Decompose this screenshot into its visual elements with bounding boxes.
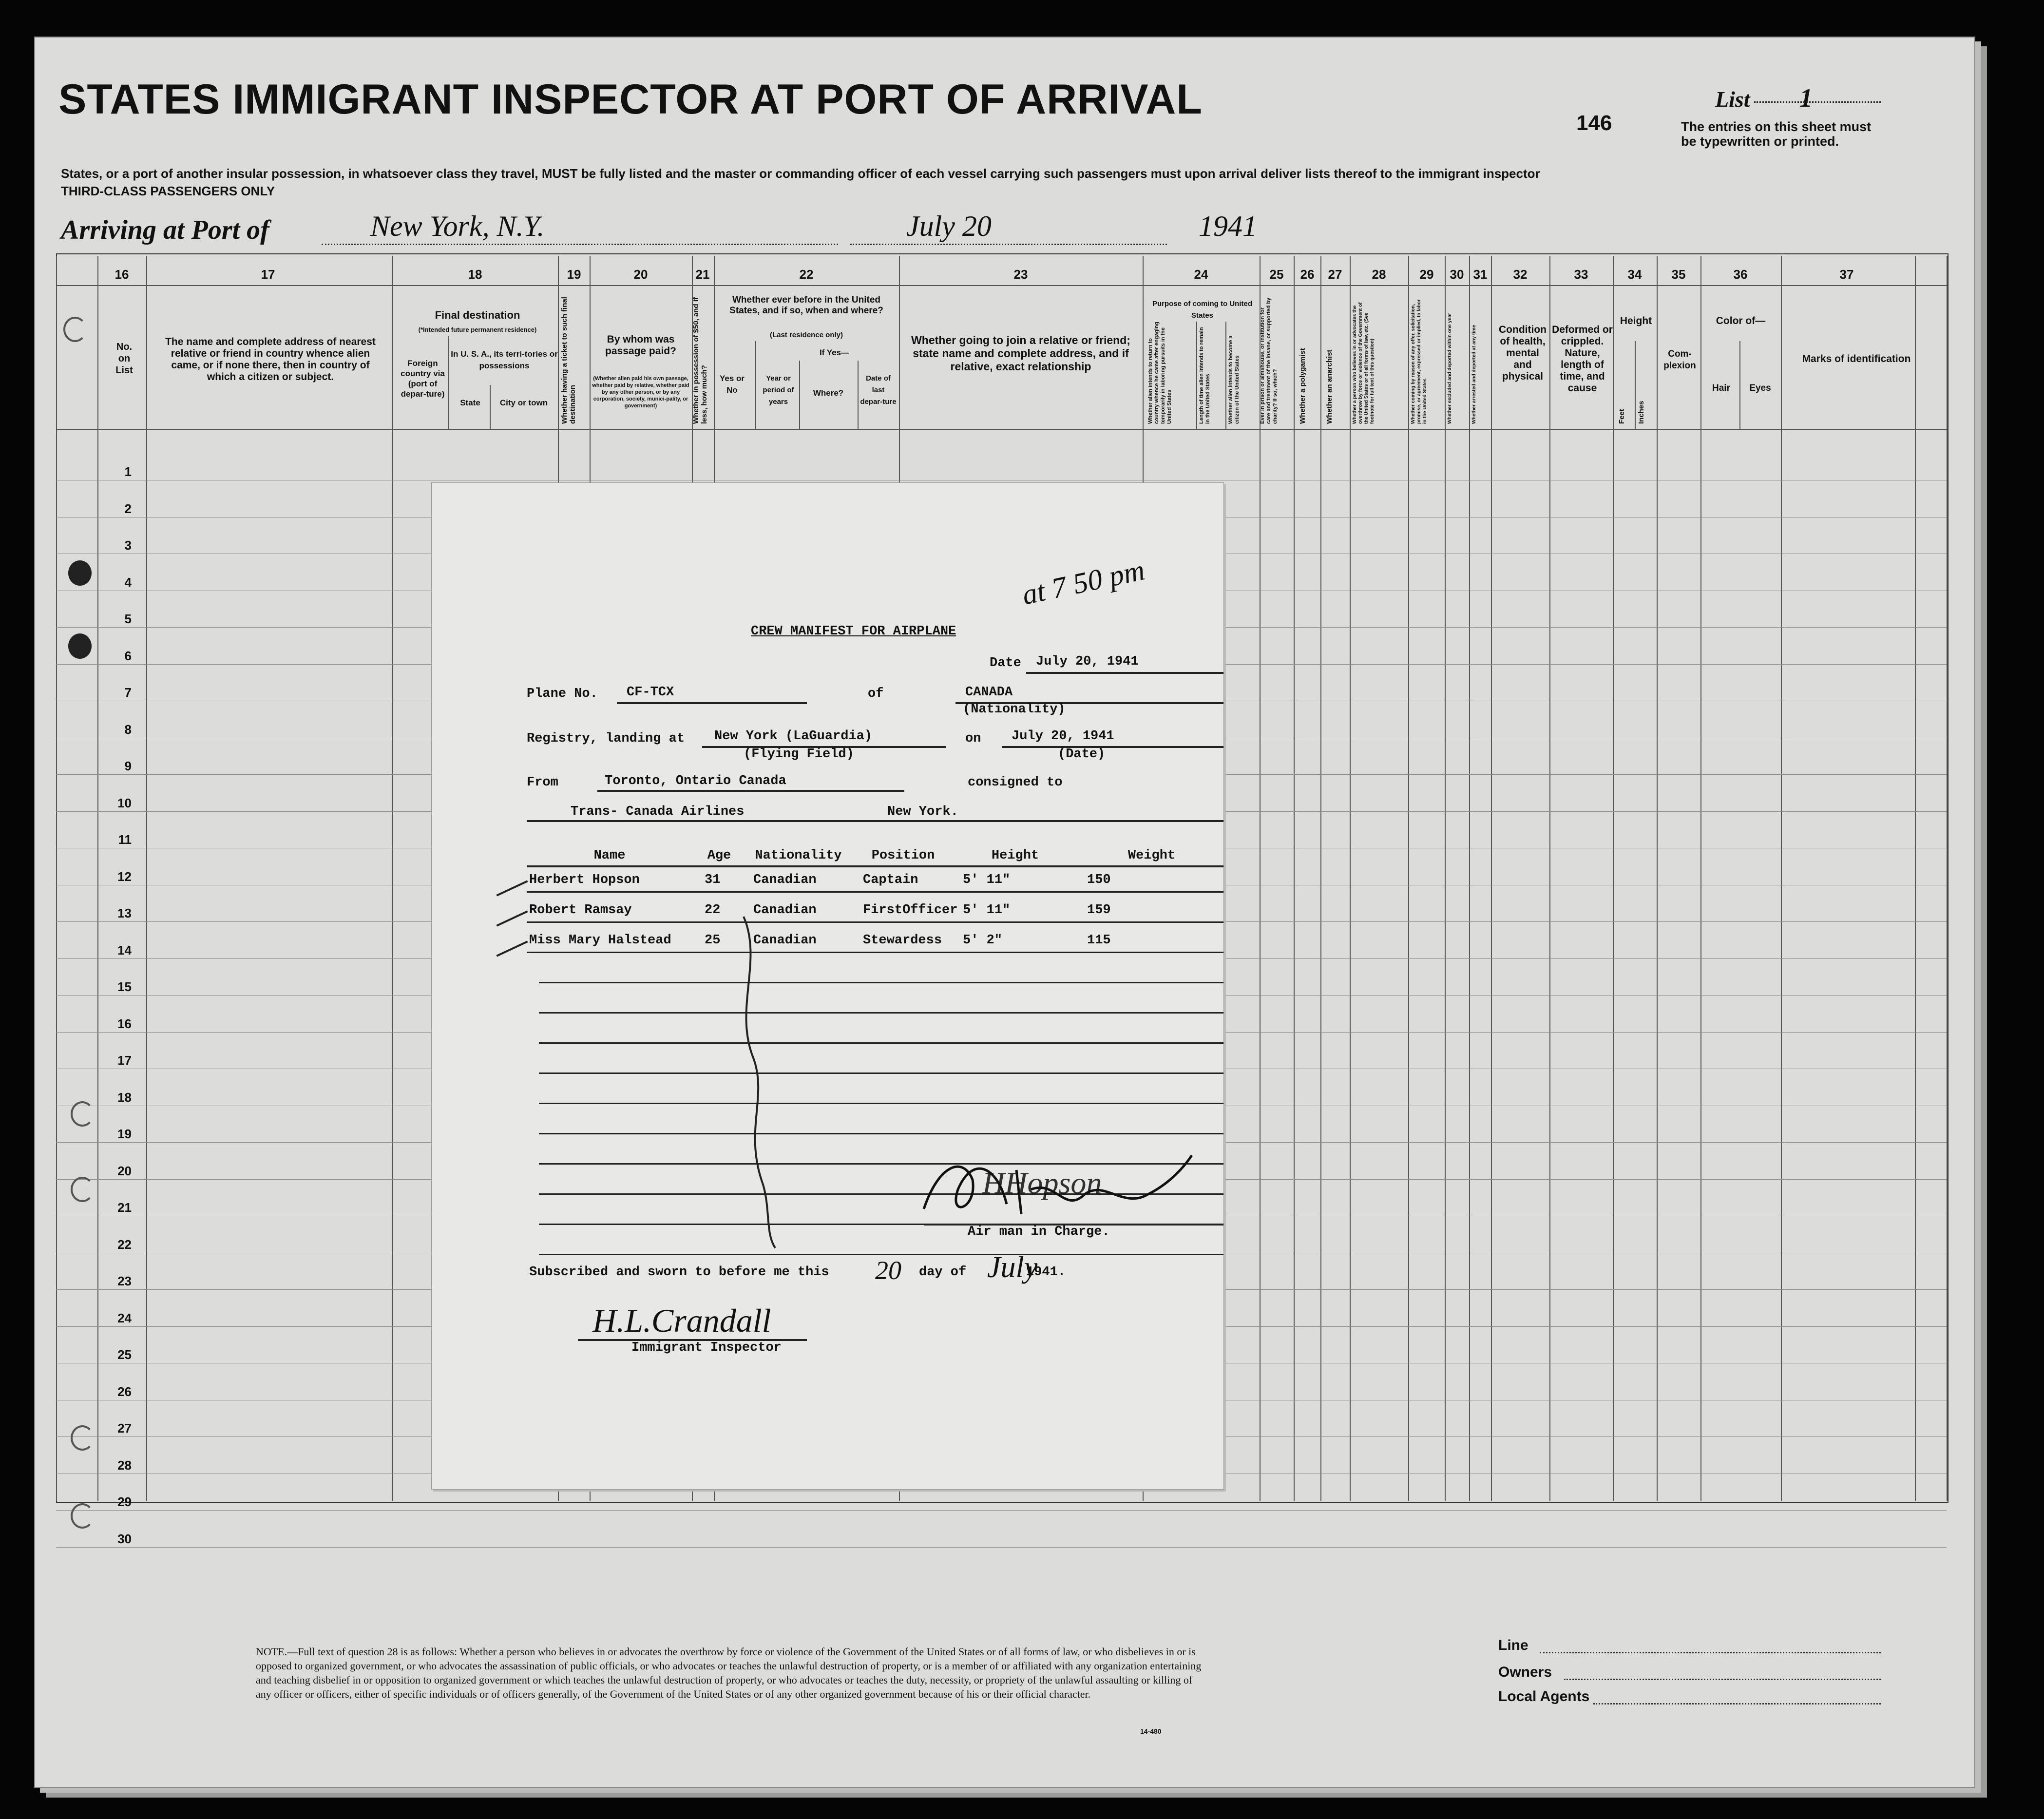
date-label: Date — [990, 656, 1021, 670]
crew-row-rule — [539, 1042, 1223, 1044]
header-hair: Hair — [1712, 383, 1730, 393]
header-relative: The name and complete address of nearest relative or friend in country whence alien came, or if none there, then in country of which a citizen or subject. — [165, 336, 376, 383]
crew-age: 31 — [705, 873, 721, 887]
form-number: 14-480 — [1140, 1727, 1162, 1735]
column-number: 24 — [1194, 267, 1208, 282]
header-marks: Marks of identification — [1802, 353, 1911, 364]
header-last-departure: Date of last depar-ture — [860, 374, 897, 406]
column-rule — [1320, 256, 1321, 1501]
binder-hole — [68, 560, 92, 586]
row-number: 3 — [124, 538, 132, 553]
list-value: 1 — [1799, 83, 1813, 113]
from-rule — [597, 790, 904, 792]
from-value: Toronto, Ontario Canada — [605, 774, 786, 788]
row-rule — [56, 1547, 1947, 1548]
row-number: 10 — [117, 795, 132, 810]
arriving-date: July 20 — [906, 210, 992, 242]
column-rule — [392, 256, 393, 1501]
row-number: 19 — [117, 1127, 132, 1141]
class-line: THIRD-CLASS PASSENGERS ONLY — [61, 184, 275, 198]
row-number: 9 — [124, 759, 132, 773]
row-number: 30 — [117, 1531, 132, 1546]
nationality-value: CANADA — [965, 685, 1013, 700]
crew-row-rule — [527, 952, 1223, 953]
column-rule — [1260, 256, 1261, 1501]
column-rule — [1491, 256, 1492, 1501]
row-number: 18 — [117, 1090, 132, 1105]
nationality-caption: (Nationality) — [963, 702, 1066, 717]
header-ticket: Whether having a ticket to such final destination — [560, 297, 577, 424]
row-number: 20 — [117, 1163, 132, 1178]
crew-height: 5' 11" — [963, 903, 1011, 918]
column-rule — [1781, 256, 1782, 1501]
header-final-destination-note: (*Intended future permanent residence) — [418, 326, 537, 333]
crew-weight: 115 — [1087, 933, 1111, 948]
ditto-squiggle — [724, 912, 797, 1253]
header-purpose: Purpose of coming to United States — [1152, 300, 1252, 320]
entries-note-line: be typewritten or printed. — [1681, 134, 1839, 149]
crew-row-rule — [539, 1133, 1223, 1134]
column-number: 20 — [633, 267, 648, 282]
crew-row-rule — [539, 982, 1223, 983]
column-rule — [1915, 256, 1916, 1501]
crew-row-rule — [527, 891, 1223, 893]
sub-column-rule — [1635, 341, 1636, 429]
column-number: 36 — [1733, 267, 1748, 282]
header-feet: Feet — [1618, 409, 1626, 424]
header-prison: Ever in prison or almshouse, or institution for care and treatment of the insane, or supported by charity? If so, which? — [1260, 297, 1278, 424]
row-number: 21 — [117, 1200, 132, 1215]
arriving-year: 1941 — [1199, 210, 1257, 242]
crew-name: Herbert Hopson — [529, 873, 640, 887]
row-number: 11 — [118, 832, 132, 847]
sub-column-rule — [755, 341, 756, 429]
sub-column-rule — [448, 336, 449, 429]
signature-airman: HHopson — [982, 1166, 1102, 1200]
column-number: 34 — [1627, 267, 1642, 282]
list-underline — [1754, 101, 1881, 103]
header-bottom-rule — [56, 429, 1947, 430]
airman-caption: Air man in Charge. — [968, 1225, 1110, 1239]
row-number: 8 — [124, 722, 132, 737]
sworn-text: Subscribed and sworn to before me this — [529, 1265, 829, 1280]
column-number: 25 — [1269, 267, 1284, 282]
header-anarchist: Whether an anarchist — [1325, 349, 1334, 424]
header-fifty-dollars: Whether in possession of $50, and if less, how much? — [692, 297, 708, 424]
crew-age: 25 — [705, 933, 721, 948]
header-height: Height — [1620, 315, 1652, 326]
binder-hole — [71, 1177, 94, 1202]
crew-height: 5' 11" — [963, 873, 1011, 887]
row-number: 29 — [117, 1494, 132, 1509]
column-rule — [1613, 256, 1614, 1501]
row-number: 22 — [117, 1237, 132, 1252]
instruction-text — [61, 165, 1620, 200]
of-label: of — [868, 687, 884, 701]
plane-rule — [617, 702, 807, 704]
header-state: State — [460, 398, 480, 407]
crew-weight: 150 — [1087, 873, 1111, 887]
column-number: 32 — [1513, 267, 1528, 282]
sworn-day: 20 — [875, 1256, 901, 1285]
column-number: 31 — [1473, 267, 1488, 282]
row-number: 23 — [117, 1274, 132, 1288]
registry-label: Registry, landing at — [527, 731, 685, 746]
header-q29: Whether coming by reason of any offer, solicitation, promise, or agreement, expressed or implied, to labor in the United States — [1411, 299, 1428, 424]
crew-row-rule — [539, 1012, 1223, 1014]
check-mark — [496, 940, 528, 957]
from-label: From — [527, 775, 558, 790]
line-dotline — [1540, 1652, 1881, 1653]
column-number: 18 — [468, 267, 482, 282]
row-number: 14 — [117, 942, 132, 957]
header-purpose-return: Whether alien intends to return to country whence he came after engaging temporarily in laboring pursuits in the United States — [1147, 322, 1172, 424]
crew-nationality: Canadian — [753, 903, 817, 918]
column-rule — [1294, 256, 1295, 1501]
header-color-of: Color of— — [1716, 315, 1766, 326]
column-number: 22 — [799, 267, 814, 282]
header-purpose-citizen: Whether alien intends to become a citizen of the United States — [1228, 335, 1240, 424]
crew-row-rule — [539, 1103, 1223, 1104]
crew-table-header: Age — [707, 848, 731, 863]
landing-value: New York (LaGuardia) — [714, 729, 873, 744]
crew-table-header: Name — [593, 848, 626, 863]
crew-position: FirstOfficer — [863, 903, 958, 918]
inspector-caption: Immigrant Inspector — [631, 1340, 782, 1355]
sub-column-rule — [1225, 322, 1226, 429]
list-label: List 1 — [1715, 83, 1813, 113]
time-note: at 7 50 pm — [1019, 554, 1147, 611]
row-number: 26 — [117, 1384, 132, 1399]
crew-name: Miss Mary Halstead — [529, 933, 671, 948]
consigned-label: consigned to — [968, 775, 1063, 790]
header-no-on-list: No. on List — [115, 342, 133, 376]
row-number: 17 — [117, 1053, 132, 1068]
crew-position: Captain — [863, 873, 918, 887]
row-number: 13 — [117, 906, 132, 920]
header-polygamist: Whether a polygamist — [1299, 348, 1307, 424]
row-number: 12 — [117, 869, 132, 884]
header-q30: Whether excluded and deported within one year — [1447, 313, 1452, 424]
header-condition: Condition of health, mental and physical — [1499, 324, 1547, 382]
column-number: 27 — [1328, 267, 1342, 282]
column-number-rule — [56, 285, 1947, 286]
plane-label: Plane No. — [527, 687, 598, 701]
column-number: 16 — [115, 267, 129, 282]
column-rule — [1350, 256, 1351, 1501]
column-rule — [1408, 256, 1409, 1501]
line-label: Line — [1498, 1637, 1528, 1653]
row-number: 25 — [117, 1347, 132, 1362]
column-number: 29 — [1419, 267, 1434, 282]
consignee-city: New York. — [887, 804, 958, 819]
column-number: 23 — [1013, 267, 1028, 282]
header-deformed: Deformed or crippled. Nature, length of time, and cause — [1552, 324, 1613, 394]
column-number: 33 — [1574, 267, 1588, 282]
header-before-us: Whether ever before in the United States, and if so, when and where? — [729, 295, 883, 316]
column-rule — [1549, 256, 1550, 1501]
sub-column-rule — [1739, 341, 1740, 429]
consignee-rule — [527, 820, 1223, 822]
header-passage-paid: By whom was passage paid? — [605, 334, 676, 357]
column-rule — [1700, 256, 1701, 1501]
row-number: 5 — [124, 612, 132, 626]
on-label: on — [965, 731, 981, 746]
signature-inspector: H.L.Crandall — [592, 1302, 771, 1339]
crew-row-rule — [539, 1072, 1223, 1074]
binder-hole — [71, 1425, 94, 1451]
page-title: STATES IMMIGRANT INSPECTOR AT PORT OF ARRIVAL — [58, 76, 1203, 123]
header-join-relative: Whether going to join a relative or friend; state name and complete address, and if relative, exact relationship — [911, 334, 1130, 373]
row-number: 28 — [117, 1457, 132, 1473]
column-number: 26 — [1300, 267, 1315, 282]
column-rule — [146, 256, 147, 1501]
sworn-day-label: day of — [919, 1265, 967, 1280]
column-rule — [1657, 256, 1658, 1501]
entries-note-line: The entries on this sheet must — [1681, 119, 1872, 134]
column-number: 28 — [1372, 267, 1386, 282]
date-rule — [1026, 672, 1223, 674]
row-number: 16 — [117, 1016, 132, 1031]
flying-field-caption: (Flying Field) — [744, 747, 854, 762]
column-rule — [1469, 256, 1470, 1501]
owners-dotline — [1564, 1679, 1881, 1680]
crew-header-rule — [527, 865, 1223, 867]
binder-hole — [71, 1101, 94, 1127]
column-number: 17 — [261, 267, 275, 282]
column-number: 19 — [567, 267, 581, 282]
row-number: 15 — [117, 979, 132, 994]
binder-hole — [63, 317, 87, 342]
header-q31: Whether arrested and deported at any time — [1471, 325, 1477, 424]
row-number: 7 — [124, 685, 132, 700]
crew-table-header: Nationality — [755, 848, 842, 863]
header-complexion: Com-plexion — [1663, 349, 1696, 371]
crew-table-header: Position — [871, 848, 935, 863]
sworn-month: July — [987, 1251, 1038, 1284]
column-number: 21 — [695, 267, 710, 282]
agents-label: Local Agents — [1498, 1688, 1590, 1704]
header-last-residence: (Last residence only) — [769, 331, 843, 339]
crew-position: Stewardess — [863, 933, 942, 948]
column-number: 30 — [1450, 267, 1464, 282]
owners-label: Owners — [1498, 1664, 1552, 1680]
header-city: City or town — [499, 398, 548, 407]
column-rule — [1947, 256, 1948, 1501]
header-q28: Whether a person who believes in or advocates the overthrow by force or violence of the Government of the United States or of all forms of law, etc. (See footnote for full text of this question) — [1352, 302, 1375, 424]
crew-table-header: Height — [991, 848, 1039, 863]
sub-column-rule — [858, 361, 859, 429]
check-mark — [496, 880, 528, 896]
column-rule — [1445, 256, 1446, 1501]
sub-column-rule — [1196, 322, 1197, 429]
header-foreign-country: Foreign country via (port of depar-ture) — [401, 359, 445, 399]
crew-age: 22 — [705, 903, 721, 918]
crew-weight: 159 — [1087, 903, 1111, 918]
row-number: 4 — [124, 574, 132, 590]
crew-row-rule — [527, 921, 1223, 923]
crew-table-header: Weight — [1127, 848, 1176, 863]
header-passage-note: (Whether alien paid his own passage, whether paid by relative, whether paid by any other person, or by any corporation, society, munici-pality, or government) — [592, 376, 689, 409]
column-number: 35 — [1671, 267, 1686, 282]
check-mark — [496, 910, 528, 926]
header-final-destination: Final destination — [435, 309, 520, 321]
row-number: 27 — [117, 1421, 132, 1436]
sub-column-rule — [799, 361, 800, 429]
header-eyes: Eyes — [1749, 383, 1771, 393]
manifest-title: CREW MANIFEST FOR AIRPLANE — [751, 624, 956, 639]
row-number: 2 — [124, 501, 132, 516]
crew-height: 5' 2" — [963, 933, 1003, 948]
column-rule — [97, 256, 98, 1501]
agents-dotline — [1593, 1703, 1881, 1704]
header-period: Year or period of years — [763, 374, 794, 406]
crew-manifest — [431, 482, 1224, 1490]
landing-date-rule — [1002, 746, 1223, 748]
sworn-year: 1941. — [1026, 1265, 1066, 1280]
entries-note — [1681, 119, 1871, 149]
header-yes-no: Yes or No — [719, 374, 745, 395]
column-rule — [56, 256, 57, 1501]
row-number: 24 — [117, 1310, 132, 1325]
crew-nationality: Canadian — [753, 933, 817, 948]
crew-nationality: Canadian — [753, 873, 817, 887]
date-dotline — [850, 244, 1167, 245]
sheet-number: 146 — [1576, 111, 1612, 135]
header-where: Where? — [813, 388, 844, 398]
crew-name: Robert Ramsay — [529, 903, 632, 918]
header-inches: Inches — [1637, 401, 1645, 424]
date-value: July 20, 1941 — [1036, 654, 1139, 669]
arriving-label: Arriving at Port of — [61, 215, 269, 245]
arriving-port: New York, N.Y. — [370, 210, 545, 242]
header-in-usa: In U. S. A., its terri-tories or possessions — [451, 349, 558, 370]
date-caption: (Date) — [1058, 747, 1106, 762]
port-dotline — [322, 244, 838, 245]
plane-value: CF-TCX — [627, 685, 674, 700]
binder-hole — [71, 1503, 94, 1529]
consignee: Trans- Canada Airlines — [571, 804, 745, 819]
column-number: 37 — [1839, 267, 1854, 282]
binder-hole — [68, 633, 92, 659]
row-number: 1 — [124, 464, 132, 479]
header-purpose-length: Length of time alien intends to remain in the United States — [1199, 327, 1211, 424]
header-if-yes: If Yes— — [819, 348, 850, 357]
row-number: 6 — [124, 648, 132, 663]
footnote: NOTE.—Full text of question 28 is as follows: Whether a person who believes in or advocates the overthrow by force or violence of the Government of the United States or of all forms of law, or who disbelieves in or is opposed to organized government, or who advocates the assassination of public officials, or who advocates or teaches the unlawful destruction of property, or is a member of or affiliated with any organization entertaining and teaching disbelief in or opposition to organized government or which teaches the unlawful destruction of property, or who advocates or teaches the duty, necessity, or propriety of the unlawful assaulting or killing of any officer or officers, either of specific individuals or of officers generally, of the Government of the United States or of any other organized government because of his or their official character. — [256, 1646, 1202, 1700]
row-rule — [56, 1510, 1947, 1511]
instruction-line: States, or a port of another insular possession, in whatsoever class they travel, MUST be fully listed and the master or commanding officer of each vessel carrying such passengers must upon arrival deliver lists thereof to the immigrant inspector — [61, 166, 1540, 181]
landing-date: July 20, 1941 — [1012, 729, 1114, 744]
